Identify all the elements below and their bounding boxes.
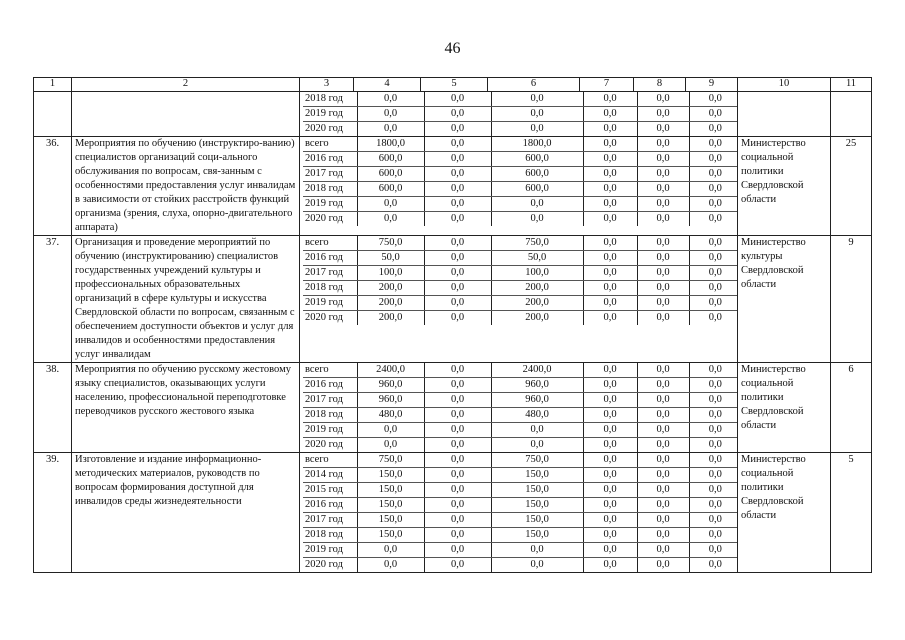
amount-cell: 0,0	[689, 408, 738, 423]
header-row	[34, 78, 872, 92]
amount-cell: 0,0	[708, 123, 722, 134]
amount-cell: 0,0	[689, 137, 738, 152]
amount-cell: 0,0	[583, 311, 637, 326]
amount-cell: 0,0	[491, 122, 583, 137]
funding-cell	[300, 92, 738, 137]
amount-cell: 0,0	[424, 281, 491, 296]
responsible-agency	[738, 92, 831, 137]
amount-cell: 0,0	[583, 393, 637, 408]
amount-cell: 1800,0	[357, 137, 424, 152]
amount-cell: 0,0	[637, 408, 689, 423]
amount-cell: 0,0	[689, 483, 738, 498]
amount-cell: 0,0	[637, 137, 689, 152]
table-body	[34, 92, 872, 573]
funding-row	[303, 152, 738, 167]
amount-cell: 0,0	[357, 423, 424, 438]
amount-cell: 0,0	[689, 266, 738, 281]
measure-name: Изготовление и издание информационно-методических материалов, руководств по вопросам формирования доступной для инвалидов среды жизнедеятельности	[72, 453, 300, 573]
amount-cell: 0,0	[689, 423, 738, 438]
amount-cell: 0,0	[637, 558, 689, 573]
amount-cell: 0,0	[583, 167, 637, 182]
amount-cell: 0,0	[424, 543, 491, 558]
amount-cell: 960,0	[357, 378, 424, 393]
amount-cell: 2400,0	[357, 363, 424, 378]
amount-cell: 0,0	[424, 212, 491, 227]
responsible-agency: Министерство социальной политики Свердловской области	[738, 363, 831, 453]
target-indicator: 25	[831, 137, 872, 236]
amount-cell: 150,0	[491, 513, 583, 528]
amount-cell: 0,0	[424, 251, 491, 266]
amount-cell: 0,0	[583, 281, 637, 296]
amount-cell: 0,0	[689, 197, 738, 212]
amount-cell: 0,0	[583, 558, 637, 573]
amount-cell: 0,0	[689, 281, 738, 296]
funding-table	[303, 92, 738, 136]
amount-cell: 0,0	[583, 266, 637, 281]
column-header: 6	[488, 78, 580, 92]
year-cell: всего	[303, 236, 357, 251]
funding-row	[303, 137, 738, 152]
responsible-agency: Министерство культуры Свердловской области	[738, 236, 831, 363]
amount-cell: 0,0	[637, 453, 689, 468]
amount-cell: 0,0	[583, 182, 637, 197]
column-header: 7	[580, 78, 634, 92]
amount-cell: 0,0	[637, 468, 689, 483]
target-indicator: 6	[831, 363, 872, 453]
amount-cell: 0,0	[689, 378, 738, 393]
funding-row	[303, 498, 738, 513]
column-header: 1	[34, 78, 72, 92]
amount-cell: 0,0	[357, 122, 424, 137]
amount-cell: 0,0	[637, 236, 689, 251]
year-cell: 2017 год	[303, 513, 357, 528]
amount-cell: 0,0	[491, 438, 583, 453]
amount-cell: 0,0	[424, 182, 491, 197]
amount-cell: 0,0	[637, 212, 689, 227]
amount-cell: 0,0	[583, 197, 637, 212]
amount-cell: 0,0	[689, 167, 738, 182]
measure-name: Организация и проведение мероприятий по обучению (инструктированию) специалистов государственных учреждений культуры и профессиональных образовательных организаций в сфере культуры и искусства Свердловской области по вопросам, связанным с обеспечением доступности объектов и услуг для инвалидов и особенностями предоставления услуг инвалидам	[72, 236, 300, 363]
amount-cell: 0,0	[583, 236, 637, 251]
amount-cell: 0,0	[637, 393, 689, 408]
amount-cell: 0,0	[583, 483, 637, 498]
amount-cell: 0,0	[708, 559, 722, 570]
funding-table	[303, 363, 738, 452]
funding-row	[303, 468, 738, 483]
amount-cell: 0,0	[637, 498, 689, 513]
amount-cell: 0,0	[491, 558, 583, 573]
amount-cell: 0,0	[424, 152, 491, 167]
funding-row	[303, 281, 738, 296]
funding-row	[303, 438, 738, 453]
amount-cell: 150,0	[357, 468, 424, 483]
amount-cell: 150,0	[357, 483, 424, 498]
amount-cell: 0,0	[424, 92, 491, 107]
year-cell: 2018 год	[303, 528, 357, 543]
funding-row	[303, 393, 738, 408]
target-indicator: 9	[831, 236, 872, 363]
funding-cell	[300, 453, 738, 573]
amount-cell: 960,0	[357, 393, 424, 408]
amount-cell: 0,0	[689, 92, 738, 107]
amount-cell: 0,0	[424, 107, 491, 122]
funding-row	[303, 558, 738, 573]
amount-cell: 0,0	[424, 296, 491, 311]
amount-cell: 480,0	[357, 408, 424, 423]
amount-cell: 150,0	[491, 528, 583, 543]
amount-cell: 0,0	[708, 439, 722, 450]
amount-cell: 150,0	[357, 498, 424, 513]
amount-cell: 600,0	[357, 152, 424, 167]
amount-cell: 0,0	[637, 528, 689, 543]
funding-row	[303, 408, 738, 423]
amount-cell: 0,0	[357, 543, 424, 558]
year-cell: 2016 год	[303, 498, 357, 513]
amount-cell: 960,0	[491, 378, 583, 393]
amount-cell: 0,0	[583, 137, 637, 152]
amount-cell: 0,0	[637, 363, 689, 378]
amount-cell: 200,0	[491, 311, 583, 326]
amount-cell: 600,0	[491, 152, 583, 167]
funding-row	[303, 197, 738, 212]
amount-cell: 0,0	[491, 197, 583, 212]
amount-cell: 0,0	[424, 483, 491, 498]
amount-cell: 0,0	[424, 528, 491, 543]
funding-row	[303, 212, 738, 227]
year-cell: 2019 год	[303, 197, 357, 212]
amount-cell: 0,0	[637, 182, 689, 197]
amount-cell: 200,0	[357, 281, 424, 296]
amount-cell: 0,0	[424, 498, 491, 513]
amount-cell: 480,0	[491, 408, 583, 423]
amount-cell: 0,0	[689, 453, 738, 468]
amount-cell: 0,0	[689, 296, 738, 311]
amount-cell: 0,0	[357, 438, 424, 453]
amount-cell: 0,0	[491, 212, 583, 227]
amount-cell: 0,0	[689, 251, 738, 266]
table-row	[34, 92, 872, 137]
year-cell: 2018 год	[303, 281, 357, 296]
funding-row	[303, 453, 738, 468]
funding-row	[303, 378, 738, 393]
amount-cell: 0,0	[583, 408, 637, 423]
amount-cell: 0,0	[689, 182, 738, 197]
amount-cell: 0,0	[637, 122, 689, 137]
amount-cell: 0,0	[357, 107, 424, 122]
column-header: 2	[72, 78, 300, 92]
amount-cell: 0,0	[637, 152, 689, 167]
amount-cell: 0,0	[637, 107, 689, 122]
funding-row	[303, 92, 738, 107]
amount-cell: 0,0	[708, 213, 722, 224]
year-cell: 2017 год	[303, 393, 357, 408]
amount-cell: 150,0	[491, 483, 583, 498]
year-cell: 2020 год	[303, 438, 357, 453]
amount-cell: 150,0	[357, 513, 424, 528]
amount-cell: 960,0	[491, 393, 583, 408]
amount-cell: 0,0	[689, 513, 738, 528]
item-number: 38.	[34, 363, 72, 453]
amount-cell: 150,0	[357, 528, 424, 543]
amount-cell: 0,0	[491, 423, 583, 438]
amount-cell: 0,0	[637, 281, 689, 296]
amount-cell: 0,0	[583, 122, 637, 137]
amount-cell: 0,0	[357, 197, 424, 212]
amount-cell: 0,0	[689, 528, 738, 543]
year-cell: 2019 год	[303, 296, 357, 311]
year-cell: 2014 год	[303, 468, 357, 483]
amount-cell: 0,0	[583, 528, 637, 543]
amount-cell: 0,0	[583, 92, 637, 107]
amount-cell: 0,0	[583, 438, 637, 453]
amount-cell: 0,0	[583, 251, 637, 266]
amount-cell: 0,0	[689, 363, 738, 378]
amount-cell: 0,0	[424, 122, 491, 137]
amount-cell: 750,0	[357, 236, 424, 251]
table-row	[34, 236, 872, 363]
year-cell: 2018 год	[303, 92, 357, 107]
amount-cell: 0,0	[637, 543, 689, 558]
amount-cell: 0,0	[637, 423, 689, 438]
amount-cell: 200,0	[357, 296, 424, 311]
amount-cell: 200,0	[491, 281, 583, 296]
year-cell: 2020 год	[303, 558, 357, 573]
amount-cell: 750,0	[357, 453, 424, 468]
amount-cell: 150,0	[491, 498, 583, 513]
amount-cell: 50,0	[357, 251, 424, 266]
year-cell: 2018 год	[303, 182, 357, 197]
funding-row	[303, 266, 738, 281]
funding-row	[303, 167, 738, 182]
amount-cell: 0,0	[637, 378, 689, 393]
funding-row	[303, 182, 738, 197]
amount-cell: 0,0	[357, 558, 424, 573]
amount-cell: 150,0	[491, 468, 583, 483]
funding-row	[303, 483, 738, 498]
measure-name: Мероприятия по обучению (инструктиро-ванию) специалистов организаций соци-ального обслуживания по вопросам, свя-занным с особенностями предоставления услуг инвалидам в зависимости от стойких расстройств функций организма (зрения, слуха, опорно-двигательного аппарата)	[72, 137, 300, 236]
column-header: 11	[831, 78, 872, 92]
column-header: 8	[634, 78, 686, 92]
amount-cell: 0,0	[583, 296, 637, 311]
year-cell: 2020 год	[303, 122, 357, 137]
year-cell: 2017 год	[303, 167, 357, 182]
amount-cell: 0,0	[491, 107, 583, 122]
amount-cell: 600,0	[491, 182, 583, 197]
amount-cell: 600,0	[357, 182, 424, 197]
amount-cell: 100,0	[357, 266, 424, 281]
amount-cell: 0,0	[424, 438, 491, 453]
amount-cell: 0,0	[637, 92, 689, 107]
funding-row	[303, 122, 738, 137]
amount-cell: 0,0	[708, 312, 722, 323]
year-cell: 2019 год	[303, 423, 357, 438]
funding-row	[303, 363, 738, 378]
amount-cell: 0,0	[424, 558, 491, 573]
table-row	[34, 453, 872, 573]
amount-cell: 0,0	[424, 393, 491, 408]
amount-cell: 0,0	[424, 513, 491, 528]
amount-cell: 0,0	[357, 92, 424, 107]
year-cell: 2019 год	[303, 107, 357, 122]
funding-cell	[300, 137, 738, 236]
amount-cell: 0,0	[424, 378, 491, 393]
funding-row	[303, 513, 738, 528]
amount-cell: 0,0	[637, 311, 689, 326]
funding-row	[303, 296, 738, 311]
amount-cell: 0,0	[637, 438, 689, 453]
measure-name	[72, 92, 300, 137]
amount-cell: 0,0	[424, 423, 491, 438]
funding-table	[303, 453, 738, 572]
amount-cell: 0,0	[424, 311, 491, 326]
page-number: 46	[444, 40, 461, 57]
amount-cell: 0,0	[583, 212, 637, 227]
amount-cell: 0,0	[491, 543, 583, 558]
amount-cell: 0,0	[637, 483, 689, 498]
year-cell: 2016 год	[303, 152, 357, 167]
table-row	[34, 137, 872, 236]
amount-cell: 0,0	[424, 363, 491, 378]
amount-cell: 2400,0	[491, 363, 583, 378]
amount-cell: 0,0	[424, 236, 491, 251]
amount-cell: 750,0	[491, 236, 583, 251]
amount-cell: 0,0	[689, 498, 738, 513]
responsible-agency: Министерство социальной политики Свердловской области	[738, 137, 831, 236]
funding-row	[303, 236, 738, 251]
amount-cell: 0,0	[689, 152, 738, 167]
program-table	[33, 77, 872, 573]
amount-cell: 750,0	[491, 453, 583, 468]
amount-cell: 0,0	[689, 107, 738, 122]
amount-cell: 0,0	[583, 543, 637, 558]
item-number: 37.	[34, 236, 72, 363]
amount-cell: 0,0	[689, 468, 738, 483]
funding-row	[303, 311, 738, 326]
year-cell: всего	[303, 363, 357, 378]
column-header: 5	[421, 78, 488, 92]
table-row	[34, 363, 872, 453]
year-cell: 2020 год	[303, 311, 357, 326]
amount-cell: 0,0	[424, 453, 491, 468]
amount-cell: 50,0	[491, 251, 583, 266]
amount-cell: 0,0	[491, 92, 583, 107]
amount-cell: 0,0	[424, 137, 491, 152]
year-cell: всего	[303, 453, 357, 468]
amount-cell: 0,0	[583, 513, 637, 528]
amount-cell: 0,0	[689, 543, 738, 558]
year-cell: 2016 год	[303, 378, 357, 393]
amount-cell: 1800,0	[491, 137, 583, 152]
year-cell: 2017 год	[303, 266, 357, 281]
amount-cell: 0,0	[637, 251, 689, 266]
year-cell: 2020 год	[303, 212, 357, 227]
year-cell: всего	[303, 137, 357, 152]
target-indicator	[831, 92, 872, 137]
column-header: 4	[354, 78, 421, 92]
column-header: 3	[300, 78, 354, 92]
amount-cell: 0,0	[424, 468, 491, 483]
amount-cell: 0,0	[637, 167, 689, 182]
year-cell: 2015 год	[303, 483, 357, 498]
amount-cell: 0,0	[424, 197, 491, 212]
amount-cell: 0,0	[637, 266, 689, 281]
target-indicator: 5	[831, 453, 872, 573]
funding-row	[303, 543, 738, 558]
amount-cell: 0,0	[583, 152, 637, 167]
funding-table	[303, 236, 738, 325]
funding-row	[303, 528, 738, 543]
year-cell: 2019 год	[303, 543, 357, 558]
amount-cell: 0,0	[637, 197, 689, 212]
funding-cell	[300, 363, 738, 453]
amount-cell: 600,0	[491, 167, 583, 182]
amount-cell: 0,0	[637, 296, 689, 311]
amount-cell: 0,0	[583, 453, 637, 468]
amount-cell: 0,0	[583, 468, 637, 483]
amount-cell: 0,0	[689, 393, 738, 408]
amount-cell: 0,0	[583, 363, 637, 378]
amount-cell: 0,0	[583, 378, 637, 393]
year-cell: 2018 год	[303, 408, 357, 423]
funding-row	[303, 107, 738, 122]
amount-cell: 0,0	[583, 423, 637, 438]
amount-cell: 600,0	[357, 167, 424, 182]
item-number	[34, 92, 72, 137]
funding-row	[303, 251, 738, 266]
amount-cell: 0,0	[424, 408, 491, 423]
amount-cell: 0,0	[637, 513, 689, 528]
amount-cell: 0,0	[583, 107, 637, 122]
column-header: 9	[686, 78, 738, 92]
measure-name: Мероприятия по обучению русскому жестовому языку специалистов, оказывающих услуги населению, профессиональной переподготовке переводчиков русского жестового языка	[72, 363, 300, 453]
funding-row	[303, 423, 738, 438]
amount-cell: 0,0	[424, 266, 491, 281]
amount-cell: 0,0	[357, 212, 424, 227]
amount-cell: 0,0	[689, 236, 738, 251]
item-number: 36.	[34, 137, 72, 236]
funding-cell	[300, 236, 738, 363]
amount-cell: 200,0	[491, 296, 583, 311]
item-number: 39.	[34, 453, 72, 573]
amount-cell: 200,0	[357, 311, 424, 326]
amount-cell: 0,0	[583, 498, 637, 513]
amount-cell: 100,0	[491, 266, 583, 281]
amount-cell: 0,0	[424, 167, 491, 182]
funding-table	[303, 137, 738, 226]
year-cell: 2016 год	[303, 251, 357, 266]
responsible-agency: Министерство социальной политики Свердловской области	[738, 453, 831, 573]
column-header: 10	[738, 78, 831, 92]
